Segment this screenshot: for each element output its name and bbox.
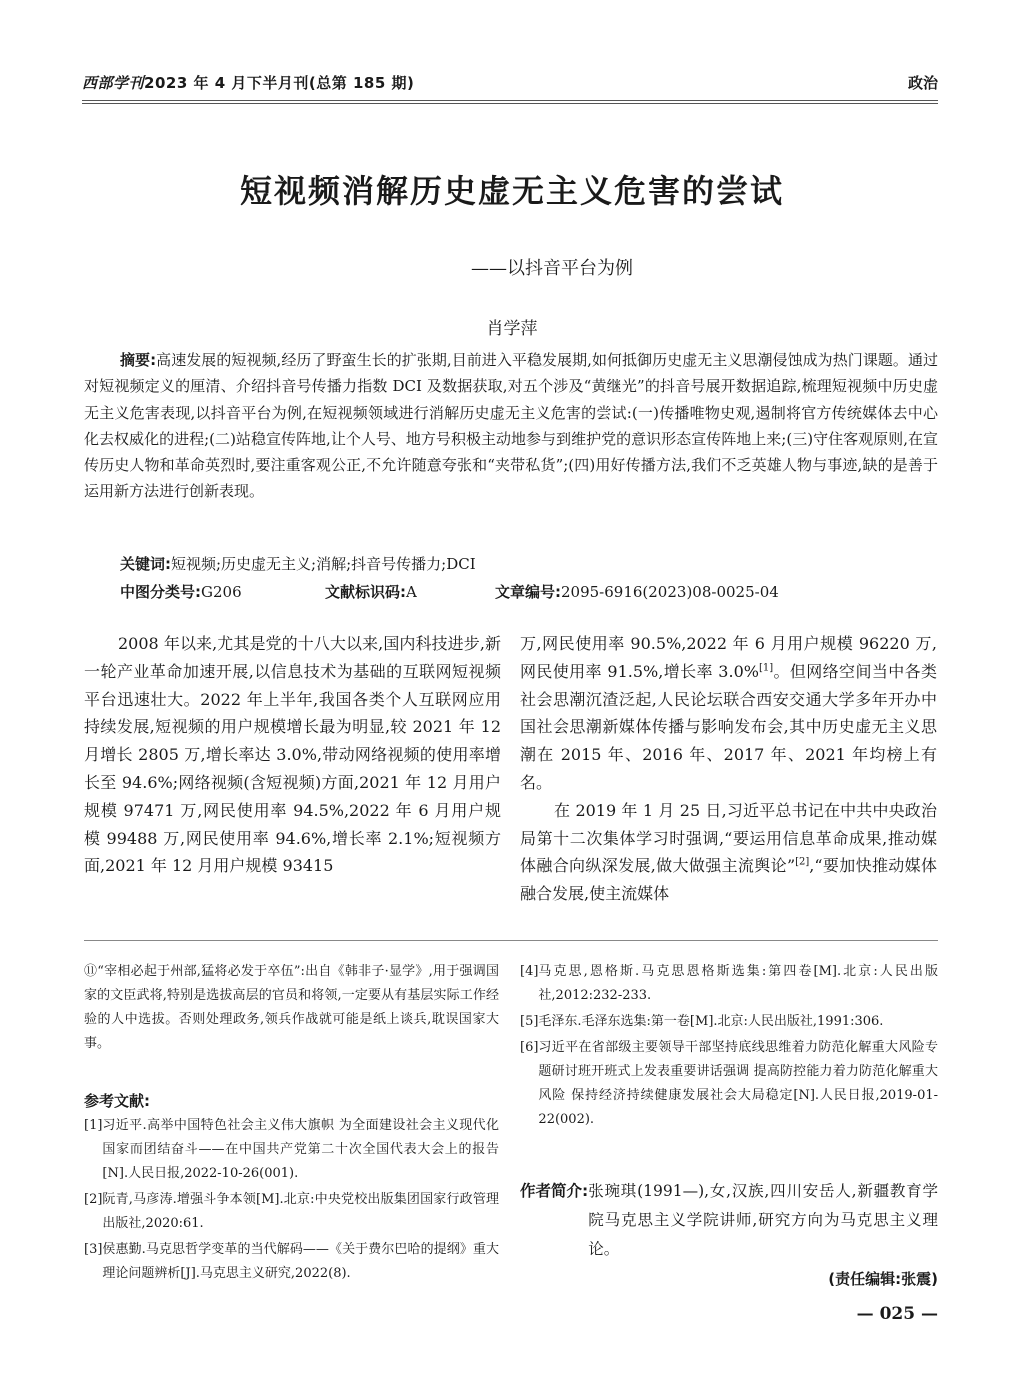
reference-text: 习近平.高举中国特色社会主义伟大旗帜 为全面建设社会主义现代化国家而团结奋斗——在中国共产党第二十次全国代表大会上的报告[N].人民日报,2022-10-26(001). — [102, 1118, 499, 1181]
classification-line — [120, 581, 938, 602]
keywords — [120, 553, 938, 574]
references-title: 参考文献: — [84, 1092, 150, 1110]
header-rule-top — [82, 100, 938, 101]
reference-number: [3] — [84, 1242, 103, 1257]
reference-text: 阮青,马彦涛.增强斗争本领[M].北京:中央党校出版集团国家行政管理出版社,2020:61. — [102, 1192, 499, 1231]
reference-text: 习近平在省部级主要领导干部坚持底线思维着力防范化解重大风险专题研讨班开班式上发表重要讲话强调 提高防控能力着力防范化解重大风险 保持经济持续健康发展社会大局稳定[N].人民日报,2019-01-22(002). — [538, 1040, 938, 1127]
reference-item — [520, 1010, 938, 1034]
citation-ref: [1] — [758, 662, 774, 674]
article-author: 肖学萍 — [486, 319, 538, 339]
reference-item — [520, 1036, 938, 1132]
responsible-editor: (责任编辑:张震) — [828, 1270, 938, 1288]
body-text: 在 2019 年 1 月 25 日,习近平总书记在中共中央政治局第十二次集体学习时强调,“要运用信息革命成果,推动媒体融合向纵深发展,做大做强主流舆论” — [520, 800, 937, 876]
reference-text: 侯惠勤.马克思哲学变革的当代解码——《关于费尔巴哈的提纲》重大理论问题辨析[J].马克思主义研究,2022(8). — [102, 1242, 499, 1281]
keywords-text: 短视频;历史虚无主义;消解;抖音号传播力;DCI — [171, 555, 476, 573]
section-label: 政治 — [907, 74, 938, 92]
reference-item — [84, 1188, 499, 1236]
author-bio-text: 张琬琪(1991—),女,汉族,四川安岳人,新疆教育学院马克思主义学院讲师,研究方向为马克思主义理论。 — [588, 1182, 938, 1258]
body-text: 。但网络空间当中各类社会思潮沉渣泛起,人民论坛联合西安交通大学多年开办中国社会思潮新媒体传播与影响发布会,其中历史虚无主义思潮在 2015 年、2016 年、2017 年、2021 年均榜上有名。 — [520, 661, 937, 792]
body-paragraph — [520, 630, 937, 797]
references-right — [520, 960, 938, 1134]
body-column-left — [84, 630, 501, 880]
abstract-label: 摘要: — [120, 351, 157, 369]
citation-ref: [2] — [795, 857, 810, 869]
journal-issue — [82, 72, 414, 93]
clc-label: 中图分类号: — [120, 583, 201, 601]
reference-item — [84, 1114, 499, 1186]
clc-value: G206 — [201, 583, 242, 601]
reference-number: [1] — [84, 1118, 103, 1133]
doc-code-value: A — [406, 583, 417, 601]
reference-item — [520, 960, 938, 1008]
reference-number: [4] — [520, 964, 539, 979]
page-number: — 025 — — [856, 1304, 938, 1324]
reference-text: 马克思,恩格斯.马克思恩格斯选集:第四卷[M].北京:人民出版社,2012:232-233. — [538, 964, 938, 1003]
article-no-value: 2095-6916(2023)08-0025-04 — [561, 583, 779, 601]
reference-number: [5] — [520, 1014, 539, 1029]
body-column-right — [520, 630, 937, 908]
reference-number: [2] — [84, 1192, 103, 1207]
article-no-label: 文章编号: — [495, 583, 561, 601]
doc-code-label: 文献标识码: — [325, 583, 406, 601]
header-rule-bottom — [82, 103, 938, 104]
article-title: 短视频消解历史虚无主义危害的尝试 — [239, 172, 784, 210]
reference-number: [6] — [520, 1040, 539, 1055]
body-paragraph — [520, 797, 937, 908]
abstract — [84, 347, 938, 505]
keywords-label: 关键词: — [120, 555, 171, 573]
abstract-text: 高速发展的短视频,经历了野蛮生长的扩张期,目前进入平稳发展期,如何抵御历史虚无主义思潮侵蚀成为热门课题。通过对短视频定义的厘清、介绍抖音号传播力指数 DCI 及数据获取,对五个涉及“黄继光”的抖音号展开数据追踪,梳理短视频中历史虚无主义危害表现,以抖音平台为例,在短视频领域进行消解历史虚无主义危害的尝试:(一)传播唯物史观,遏制将官方传统媒体去中心化去权威化的进程;(二)站稳宣传阵地,让个人号、地方号积极主动地参与到维护党的意识形态宣传阵地上来;(三)守住客观原则,在宣传历史人物和革命英烈时,要注重客观公正,不允许随意夸张和“夹带私货”;(四)用好传播方法,我们不乏英雄人物与事迹,缺的是善于运用新方法进行创新表现。 — [84, 351, 939, 501]
article-subtitle: ——以抖音平台为例 — [471, 258, 633, 279]
footnote: ⑪“宰相必起于州部,猛将必发于卒伍”:出自《韩非子·显学》,用于强调国家的文臣武将,特别是选拔高层的官员和将领,一定要从有基层实际工作经验的人中选拔。否则处理政务,领兵作战就可能是纸上谈兵,耽误国家大事。 — [84, 964, 499, 1051]
body-text: ,“要加快推动媒体融合发展,使主流媒体 — [520, 856, 937, 904]
issue-info: 2023 年 4 月下半月刊(总第 185 期) — [144, 74, 415, 92]
author-bio — [520, 1177, 938, 1264]
running-header — [82, 72, 938, 100]
author-bio-label: 作者简介: — [520, 1182, 589, 1200]
references-left — [84, 1114, 499, 1288]
body-paragraph: 2008 年以来,尤其是党的十八大以来,国内科技进步,新一轮产业革命加速开展,以信息技术为基础的互联网短视频平台迅速壮大。2022 年上半年,我国各类个人互联网应用持续发展,短视频的用户规模增长最为明显,较 2021 年 12 月增长 2805 万,增长率达 3.0%,带动网络视频的使用率增长至 94.6%;网络视频(含短视频)方面,2021 年 12 月用户规模 97471 万,网民使用率 94.5%,2022 年 6 月用户规模 99488 万,网民使用率 94.6%,增长率 2.1%;短视频方面,2021 年 12 月用户规模 93415 — [84, 634, 501, 876]
notes-divider — [84, 940, 938, 941]
reference-text: 毛泽东.毛泽东选集:第一卷[M].北京:人民出版社,1991:306. — [538, 1014, 884, 1029]
body-text: 万,网民使用率 90.5%,2022 年 6 月用户规模 96220 万,网民使用率 91.5%,增长率 3.0% — [520, 634, 937, 681]
journal-name: 西部学刊 — [82, 74, 145, 92]
reference-item — [84, 1238, 499, 1286]
